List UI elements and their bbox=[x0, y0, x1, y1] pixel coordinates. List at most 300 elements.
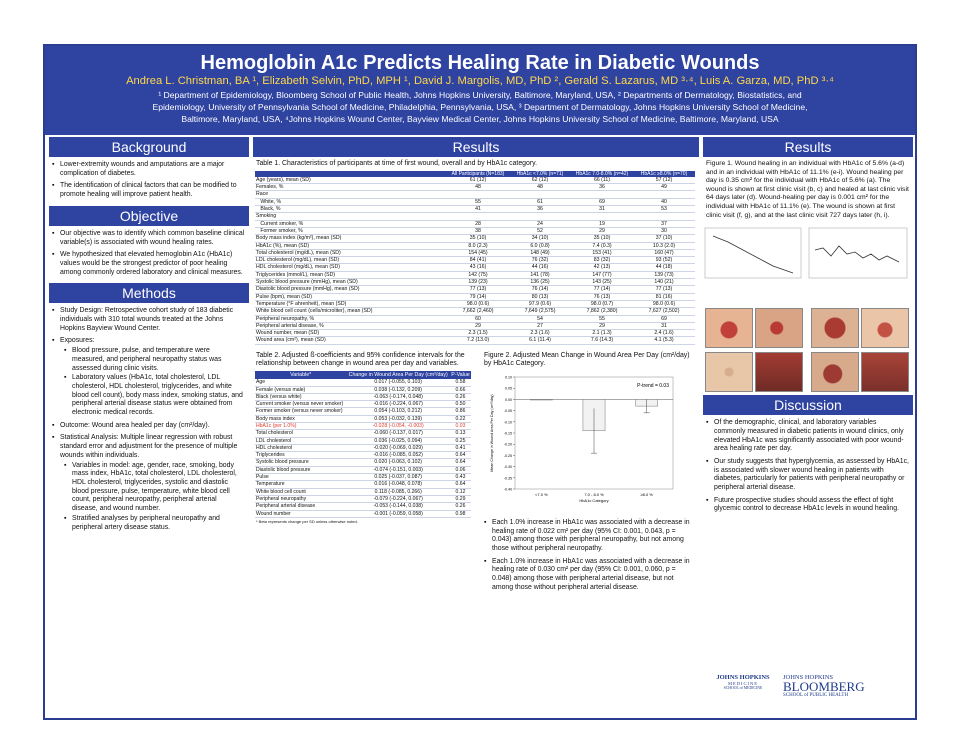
results-heading-right: Results bbox=[703, 137, 913, 157]
table-row bbox=[255, 198, 695, 205]
figure1-graphs bbox=[703, 226, 909, 296]
table-cell: 0.26 bbox=[450, 393, 471, 400]
list-item: ▪ We hypothesized that elevated hemoglobin A1c (HbA1c) values would be the strongest predictor of poor healing among commonly ordered laboratory and clinical measures. bbox=[52, 251, 245, 277]
table-cell: 6.1 (11.4) bbox=[509, 337, 571, 344]
affiliation-line: ¹ Department of Epidemiology, Bloomberg School of Public Health, Johns Hopkins University, Baltimore, Maryland, USA, ² Departments of Dermatology, Biostatistics, and bbox=[158, 90, 802, 100]
wound-photo bbox=[811, 352, 859, 392]
table-cell: Peripheral arterial disease, % bbox=[255, 322, 447, 329]
table-cell: 34 (10) bbox=[509, 235, 571, 242]
table-cell: 69 bbox=[633, 315, 695, 322]
table-cell: Wound number bbox=[255, 510, 346, 517]
table-cell: 147 (77) bbox=[571, 271, 633, 278]
table-cell: Systolic blood pressure (mmHg), mean (SD) bbox=[255, 279, 447, 286]
table-cell: 77 (13) bbox=[447, 286, 509, 293]
table-row bbox=[255, 510, 471, 517]
figure2-caption: Figure 2. Adjusted Mean Change in Wound Area Per Day (cm²/day) by HbA1c Category. bbox=[484, 351, 690, 368]
table-cell: 0.017 (-0.055, 0.103) bbox=[346, 379, 450, 386]
table-cell: 53 bbox=[633, 206, 695, 213]
table-cell: Peripheral neuropathy bbox=[255, 495, 346, 502]
table-cell: 43 (16) bbox=[447, 264, 509, 271]
y-tick-label: -0.25 bbox=[503, 453, 512, 458]
wound-photo bbox=[755, 352, 803, 392]
table-row bbox=[255, 227, 695, 234]
table-cell: 55 bbox=[571, 315, 633, 322]
table-cell: 29 bbox=[571, 227, 633, 234]
table2-footnote: * Beta represents change per SD unless otherwise noted. bbox=[256, 518, 358, 524]
table-cell: Former smoker (versus never smoker) bbox=[255, 408, 346, 415]
table-cell: White, % bbox=[255, 198, 447, 205]
table-cell: Current smoker (versus never smoker) bbox=[255, 401, 346, 408]
table-cell: White blood cell count (cells/microliter), mean (SD) bbox=[255, 308, 447, 315]
list-item: ▪ Each 1.0% increase in HbA1c was associated with a decrease in healing rate of 0.022 cm² per day (95% CI: 0.001, 0.043, p = 0.043) among those with peripheral neuropathy, but not among those without peripheral neuropathy. bbox=[484, 519, 693, 554]
table-cell: 148 (49) bbox=[509, 249, 571, 256]
table-cell: 0.98 bbox=[450, 510, 471, 517]
table-cell: 19 bbox=[571, 220, 633, 227]
table-cell: 7,662 (2,460) bbox=[447, 308, 509, 315]
table-row bbox=[255, 459, 471, 466]
table-row bbox=[255, 379, 471, 386]
table-cell: -0.074 (-0.151, 0.003) bbox=[346, 466, 450, 473]
table-row bbox=[255, 235, 695, 242]
wound-photo bbox=[811, 308, 859, 348]
table-row bbox=[255, 386, 471, 393]
objective-heading: Objective bbox=[49, 206, 249, 226]
table-cell: 0.12 bbox=[450, 488, 471, 495]
table-cell: 38 bbox=[447, 227, 509, 234]
y-tick-label: -0.40 bbox=[503, 487, 512, 492]
table-row bbox=[255, 503, 471, 510]
results-bullets bbox=[481, 519, 697, 593]
table-cell bbox=[509, 213, 571, 220]
poster-title: Hemoglobin A1c Predicts Healing Rate in Diabetic Wounds bbox=[200, 52, 760, 74]
exposures-label: Exposures: bbox=[60, 337, 95, 345]
table-cell: Diastolic blood pressure (mmHg), mean (SD) bbox=[255, 286, 447, 293]
table-cell: 2.3 (1.6) bbox=[509, 330, 571, 337]
list-item: ▪ Study Design: Retrospective cohort study of 183 diabetic individuals with 310 total wounds treated at the Johns Hopkins Bayview Wound Center. bbox=[52, 307, 245, 333]
table-cell: 37 (10) bbox=[633, 235, 695, 242]
table-cell: 0.016 (-0.048, 0.078) bbox=[346, 481, 450, 488]
left-column bbox=[49, 137, 249, 716]
table-cell: -0.001 (-0.059, 0.058) bbox=[346, 510, 450, 517]
table-cell: HDL cholesterol (mg/dL), mean (SD) bbox=[255, 264, 447, 271]
table-cell: 30 bbox=[633, 227, 695, 234]
y-tick-label: -0.20 bbox=[503, 442, 512, 447]
table-cell: 57 (12) bbox=[633, 177, 695, 184]
table-row bbox=[255, 481, 471, 488]
table-row bbox=[255, 286, 695, 293]
table-cell: Females, % bbox=[255, 184, 447, 191]
table-cell: 0.29 bbox=[450, 495, 471, 502]
table-cell: 0.66 bbox=[450, 386, 471, 393]
jhm-logo-line: JOHNS HOPKINS bbox=[716, 674, 770, 681]
table-cell: Peripheral arterial disease bbox=[255, 503, 346, 510]
table-cell: 10.3 (2.0) bbox=[633, 242, 695, 249]
list-item: ▪ Future prospective studies should assess the effect of tight glycemic control to decrease HbA1c levels in wound healing. bbox=[706, 497, 909, 514]
table-cell: -0.053 (-0.144, 0.038) bbox=[346, 503, 450, 510]
affiliation-line: Baltimore, Maryland, USA, ⁴Johns Hopkins Wound Center, Bayview Medical Center, Johns Hopkins University School of Medicine, Baltimore, Maryland, USA bbox=[181, 114, 779, 124]
table-cell: 0.020 (-0.063, 0.102) bbox=[346, 459, 450, 466]
table-row bbox=[255, 474, 471, 481]
bar bbox=[530, 399, 552, 400]
table-cell: 55 bbox=[447, 198, 509, 205]
analysis-text: Statistical Analysis: Multiple linear regression with robust standard error and adjustment for the presence of multiple wounds within individuals. bbox=[60, 434, 238, 459]
objective-list bbox=[49, 230, 249, 278]
table-header-cell: HbA1c <7.0% (n=71) bbox=[509, 171, 571, 177]
table2-caption: Table 2. Adjusted ß-coefficients and 95% confidence intervals for the relationship between change in wound area per day and variables. bbox=[256, 351, 465, 368]
table-cell: HDL cholesterol bbox=[255, 444, 346, 451]
table-cell: Black (versus white) bbox=[255, 393, 346, 400]
table-row bbox=[255, 322, 695, 329]
background-heading: Background bbox=[49, 137, 249, 157]
table-cell: 0.118 (-0.085, 0.266) bbox=[346, 488, 450, 495]
list-item: ▪ Blood pressure, pulse, and temperature were measured, and peripheral neuropathy status was assessed during clinic visits. bbox=[64, 347, 243, 373]
table-cell: 7.4 (0.3) bbox=[571, 242, 633, 249]
list-item bbox=[52, 434, 245, 532]
table-cell: 54 bbox=[509, 315, 571, 322]
table-cell: 48 bbox=[447, 184, 509, 191]
right-column bbox=[703, 137, 913, 716]
table-cell bbox=[633, 191, 695, 198]
wound-photo bbox=[861, 352, 909, 392]
table1 bbox=[255, 171, 695, 345]
list-item: ▪ Of the demographic, clinical, and laboratory variables commonly measured in diabetic patients in wound clinics, only elevated HbA1c was significantly associated with poor wound-area healing rate per day. bbox=[706, 419, 909, 454]
table-cell: 7,627 (2,502) bbox=[633, 308, 695, 315]
table-cell: 0.036 (-0.025, 0.094) bbox=[346, 437, 450, 444]
table-row bbox=[255, 444, 471, 451]
table-cell: Wound area (cm²), mean (SD) bbox=[255, 337, 447, 344]
table-row bbox=[255, 220, 695, 227]
jhsph-logo-line: BLOOMBERG bbox=[783, 679, 865, 694]
table-row bbox=[255, 415, 471, 422]
table-cell: 0.06 bbox=[450, 466, 471, 473]
table-row bbox=[255, 257, 695, 264]
table-cell: 0.053 (-0.032, 0.139) bbox=[346, 415, 450, 422]
table-cell: LDL cholesterol bbox=[255, 437, 346, 444]
table-cell: Race bbox=[255, 191, 447, 198]
table-row bbox=[255, 242, 695, 249]
table2 bbox=[255, 371, 471, 518]
y-axis-label: Mean Change in Wound Area Per Day (cm²/day) bbox=[490, 394, 494, 472]
table-header-cell: Variable* bbox=[255, 371, 346, 379]
y-tick-label: 0.10 bbox=[505, 375, 512, 380]
table-cell bbox=[509, 191, 571, 198]
table-cell: 61 (12) bbox=[447, 177, 509, 184]
y-tick-label: -0.05 bbox=[503, 409, 512, 414]
table-cell: 83 (32) bbox=[571, 257, 633, 264]
jhsph-logo-line: JOHNS HOPKINS bbox=[783, 674, 834, 681]
table-cell bbox=[447, 191, 509, 198]
table-row bbox=[255, 264, 695, 271]
y-tick-label: 0.00 bbox=[505, 397, 512, 402]
table-cell: 160 (47) bbox=[633, 249, 695, 256]
table-row bbox=[255, 452, 471, 459]
table-cell: HbA1c (%), mean (SD) bbox=[255, 242, 447, 249]
list-item: ▪ Each 1.0% increase in HbA1c was associated with a decrease in healing rate of 0.030 cm² per day (95% CI: 0.001, 0.060, p = 0.048) among those with peripheral arterial disease, but not among those without peripheral arterial disease. bbox=[484, 558, 693, 593]
table-cell: 35 (10) bbox=[447, 235, 509, 242]
list-item: ▪ Outcome: Wound area healed per day (cm²/day). bbox=[52, 422, 245, 431]
table-cell: 2.4 (1.6) bbox=[633, 330, 695, 337]
table-cell: Former smoker, % bbox=[255, 227, 447, 234]
table-cell: -0.079 (-0.224, 0.067) bbox=[346, 495, 450, 502]
table-row bbox=[255, 293, 695, 300]
table-cell: 0.025 (-0.037, 0.087) bbox=[346, 474, 450, 481]
table-cell: Female (versus male) bbox=[255, 386, 346, 393]
table-cell bbox=[571, 213, 633, 220]
figure2-chart bbox=[485, 371, 699, 521]
table-row bbox=[255, 300, 695, 307]
table-cell: Pulse (bpm), mean (SD) bbox=[255, 293, 447, 300]
table-cell bbox=[633, 213, 695, 220]
table-cell: 142 (75) bbox=[447, 271, 509, 278]
table-cell: 76 (32) bbox=[509, 257, 571, 264]
table-cell: -0.060 (-0.137, 0.017) bbox=[346, 430, 450, 437]
table-row bbox=[255, 437, 471, 444]
table-cell: 0.43 bbox=[450, 474, 471, 481]
table-header-cell: Change in Wound Area Per Day (cm²/day) bbox=[346, 371, 450, 379]
list-item: ▪ Our objective was to identify which common baseline clinical variable(s) is associated with wound healing rates. bbox=[52, 230, 245, 247]
table-row bbox=[255, 308, 695, 315]
table-cell: 7,649 (2,575) bbox=[509, 308, 571, 315]
jhm-logo-line: MEDICINE bbox=[728, 681, 758, 686]
table-cell bbox=[447, 213, 509, 220]
table-cell: 29 bbox=[447, 322, 509, 329]
table-cell: Temperature (°F ahrenheit), mean (SD) bbox=[255, 300, 447, 307]
table-cell: 60 bbox=[447, 315, 509, 322]
table-row bbox=[255, 422, 471, 429]
table-cell: Body mass index (kg/m²), mean (SD) bbox=[255, 235, 447, 242]
table-row bbox=[255, 430, 471, 437]
table-cell: 41 bbox=[447, 206, 509, 213]
table-cell: 79 (14) bbox=[447, 293, 509, 300]
methods-heading: Methods bbox=[49, 283, 249, 303]
table-cell: 8.0 (2.3) bbox=[447, 242, 509, 249]
table-cell: 36 bbox=[509, 206, 571, 213]
table-cell: 36 bbox=[571, 184, 633, 191]
table-header-cell: All Participants (N=183) bbox=[447, 171, 509, 177]
wound-photo bbox=[755, 308, 803, 348]
table-cell: 143 (25) bbox=[571, 279, 633, 286]
list-item: ▪ Stratified analyses by peripheral neuropathy and peripheral artery disease status. bbox=[64, 515, 243, 532]
list-item: ▪ Our study suggests that hyperglycemia, as assessed by HbA1c, is associated with slower wound healing in patients with diabetes, particularly for patients with peripheral neuropathy or peripheral arterial disease. bbox=[706, 458, 909, 493]
table-cell: 28 bbox=[447, 220, 509, 227]
table-row bbox=[255, 213, 695, 220]
table-cell: 37 bbox=[633, 220, 695, 227]
table-row bbox=[255, 249, 695, 256]
table-cell: 81 (16) bbox=[633, 293, 695, 300]
table-row bbox=[255, 271, 695, 278]
table-cell: 62 (12) bbox=[509, 177, 571, 184]
table-row bbox=[255, 191, 695, 198]
list-item bbox=[52, 337, 245, 417]
table-cell: 76 (14) bbox=[509, 286, 571, 293]
results-heading: Results bbox=[253, 137, 699, 157]
poster-header bbox=[45, 46, 915, 135]
y-tick-label: -0.35 bbox=[503, 476, 512, 481]
affiliation-line: Epidemiology, University of Pennsylvania School of Medicine, Philadelphia, Pennsylvania, USA, ³ Department of Dermatology, Johns Hopkins University School of Medicine, bbox=[152, 102, 808, 112]
table-header-cell: HbA1c ≥8.0% (n=70) bbox=[633, 171, 695, 177]
table-cell: 98.0 (0.6) bbox=[447, 300, 509, 307]
table-cell: 42 (13) bbox=[571, 264, 633, 271]
table-cell: Total cholesterol (mg/dL), mean (SD) bbox=[255, 249, 447, 256]
table-cell: 0.25 bbox=[450, 437, 471, 444]
table-cell: 140 (21) bbox=[633, 279, 695, 286]
table-cell: 29 bbox=[571, 322, 633, 329]
table-row bbox=[255, 408, 471, 415]
x-tick-label: ≥8.0 % bbox=[640, 491, 653, 497]
y-tick-label: -0.15 bbox=[503, 431, 512, 436]
table-cell: 0.64 bbox=[450, 459, 471, 466]
table-cell: White blood cell count bbox=[255, 488, 346, 495]
table-cell: 77 (13) bbox=[633, 286, 695, 293]
table-cell: -0.016 (-0.085, 0.052) bbox=[346, 452, 450, 459]
table-cell: Temperature bbox=[255, 481, 346, 488]
table-row bbox=[255, 466, 471, 473]
logos bbox=[713, 674, 903, 710]
table-cell: 154 (45) bbox=[447, 249, 509, 256]
jhsph-logo bbox=[783, 674, 903, 698]
table-cell: 4.1 (5.3) bbox=[633, 337, 695, 344]
table-cell: 0.22 bbox=[450, 415, 471, 422]
table-cell: 139 (23) bbox=[447, 279, 509, 286]
table-cell: -0.016 (-0.224, 0.067) bbox=[346, 401, 450, 408]
table-cell: 0.038 (-0.132, 0.209) bbox=[346, 386, 450, 393]
table-cell: 69 bbox=[571, 198, 633, 205]
table-cell: 0.03 bbox=[450, 422, 471, 429]
table-header-cell: P-Value bbox=[451, 371, 470, 378]
table-cell: 7,862 (2,380) bbox=[571, 308, 633, 315]
table-cell: 0.054 (-0.103, 0.212) bbox=[346, 408, 450, 415]
table-cell: 0.26 bbox=[450, 503, 471, 510]
table-cell: 24 bbox=[509, 220, 571, 227]
table-cell: Age bbox=[255, 379, 346, 386]
discussion-heading: Discussion bbox=[703, 395, 913, 415]
table-cell: Diastolic blood pressure bbox=[255, 466, 346, 473]
x-tick-label: <7.0 % bbox=[535, 491, 548, 497]
table-cell: Systolic blood pressure bbox=[255, 459, 346, 466]
table-row bbox=[255, 177, 695, 184]
table-row bbox=[255, 495, 471, 502]
table-cell: Wound number, mean (SD) bbox=[255, 330, 447, 337]
table-cell: 44 (16) bbox=[509, 264, 571, 271]
list-item: ▪ Variables in model: age, gender, race, smoking, body mass index, HbA1c, total cholesterol, LDL cholesterol, HDL cholesterol, triglycerides, systolic and diastolic blood pressure, pulse, temperature, white blood cell count, peripheral neuropathy, peripheral arterial disease, and wound number. bbox=[64, 462, 243, 514]
table-row bbox=[255, 393, 471, 400]
jhm-logo bbox=[713, 674, 773, 690]
table-row bbox=[255, 279, 695, 286]
table-cell: 7.6 (14.3) bbox=[571, 337, 633, 344]
table-cell: 136 (25) bbox=[509, 279, 571, 286]
list-item: ▪ The identification of clinical factors that can be modified to promote healing will improve patient health. bbox=[52, 182, 245, 199]
table-cell: 97.9 (0.6) bbox=[509, 300, 571, 307]
table-cell: 66 (11) bbox=[571, 177, 633, 184]
table-row bbox=[255, 206, 695, 213]
table-cell: 153 (41) bbox=[571, 249, 633, 256]
author-list: Andrea L. Christman, BA ¹, Elizabeth Selvin, PhD, MPH ¹, David J. Margolis, MD, PhD ², Gerald S. Lazarus, MD ³·⁴, Luis A. Garza, MD, PhD ³·⁴ bbox=[126, 75, 834, 87]
table-cell: 31 bbox=[571, 206, 633, 213]
x-axis-label: HbA1c Category bbox=[579, 497, 609, 503]
list-item: ▪ Laboratory values (HbA1c, total cholesterol, LDL cholesterol, HDL cholesterol, triglycerides, and white blood cell count), body mass index, smoking status, and peripheral arterial disease status were obtained from electronic medical records. bbox=[64, 374, 243, 418]
table1-caption: Table 1. Characteristics of participants at time of first wound, overall and by HbA1c category. bbox=[256, 160, 537, 167]
table-cell: 0.13 bbox=[450, 430, 471, 437]
table-cell: 44 (18) bbox=[633, 264, 695, 271]
table-cell: 27 bbox=[509, 322, 571, 329]
table-cell: 141 (78) bbox=[509, 271, 571, 278]
y-tick-label: -0.10 bbox=[503, 420, 512, 425]
table-cell: 98.0 (0.7) bbox=[571, 300, 633, 307]
table-cell: LDL cholesterol (mg/dL), mean (SD) bbox=[255, 257, 447, 264]
table-cell: Body mass index bbox=[255, 415, 346, 422]
table-cell: 93 (52) bbox=[633, 257, 695, 264]
table-cell: 77 (14) bbox=[571, 286, 633, 293]
table-cell bbox=[571, 191, 633, 198]
table-cell: Triglycerides bbox=[255, 452, 346, 459]
table-cell: Black, % bbox=[255, 206, 447, 213]
table-header-cell: HbA1c 7.0-8.0% (n=42) bbox=[571, 171, 633, 177]
table-cell: 0.41 bbox=[450, 444, 471, 451]
analysis-sublist bbox=[60, 462, 245, 533]
table-cell: 49 bbox=[633, 184, 695, 191]
list-item: ▪ Lower-extremity wounds and amputations are a major complication of diabetes. bbox=[52, 161, 245, 178]
table-cell: 52 bbox=[509, 227, 571, 234]
x-tick-label: 7.0 - 8.0 % bbox=[584, 491, 604, 497]
wound-photo bbox=[705, 308, 753, 348]
table-cell: 35 (10) bbox=[571, 235, 633, 242]
background-list bbox=[49, 161, 249, 200]
middle-column bbox=[253, 137, 699, 716]
table-cell: 0.86 bbox=[450, 408, 471, 415]
table-cell: 61 bbox=[509, 198, 571, 205]
table-row bbox=[255, 330, 695, 337]
figure1-caption: Figure 1. Wound healing in an individual with HbA1c of 5.6% (a-d) and in an individual with HbA1c of 11.1% (e-i). Wound healing per day is 0.35 cm² for the individual with HbA1c of 5.6% (a). The wound is shown at first clinic visit (b, c) and healed at last clinic visit 64 days later (d). Wound-healing per day is 0.001 cm² for the individual with HbA1c of 11.1% (e). The wound is shown at first clinic visit (f, g), and at the last clinic visit 727 days later (h, i). bbox=[706, 160, 909, 219]
table-cell: 0.50 bbox=[450, 401, 471, 408]
table-cell: 0.64 bbox=[450, 481, 471, 488]
table-cell: 0.64 bbox=[450, 452, 471, 459]
table-cell: 2.1 (1.3) bbox=[571, 330, 633, 337]
table-cell: Age (years), mean (SD) bbox=[255, 177, 447, 184]
jhm-logo-line: SCHOOL of MEDICINE bbox=[723, 686, 763, 690]
table-row bbox=[255, 315, 695, 322]
table-row bbox=[255, 401, 471, 408]
table-cell: 31 bbox=[633, 322, 695, 329]
table-cell: Smoking bbox=[255, 213, 447, 220]
y-tick-label: -0.30 bbox=[503, 465, 512, 470]
exposures-sublist bbox=[60, 347, 245, 418]
table-cell: Peripheral neuropathy, % bbox=[255, 315, 447, 322]
table-cell: Pulse bbox=[255, 474, 346, 481]
table-cell: 6.0 (0.8) bbox=[509, 242, 571, 249]
ptrend-label: P-trend = 0.03 bbox=[637, 382, 669, 389]
wound-photo bbox=[861, 308, 909, 348]
table-cell: -0.020 (-0.069, 0.029) bbox=[346, 444, 450, 451]
table-row bbox=[255, 184, 695, 191]
figure1-panels bbox=[703, 222, 913, 392]
table-cell: 80 (13) bbox=[509, 293, 571, 300]
table-cell: -0.063 (-0.174, 0.048) bbox=[346, 393, 450, 400]
table-cell: 76 (13) bbox=[571, 293, 633, 300]
table-cell: 98.0 (0.6) bbox=[633, 300, 695, 307]
methods-list bbox=[49, 307, 249, 532]
affiliations bbox=[45, 88, 915, 125]
table-cell: 7.2 (13.0) bbox=[447, 337, 509, 344]
table-cell: 2.3 (1.5) bbox=[447, 330, 509, 337]
table-cell: 48 bbox=[509, 184, 571, 191]
table-cell: Triglycerides (mmol/L), mean (SD) bbox=[255, 271, 447, 278]
table-row bbox=[255, 337, 695, 344]
table-cell: 40 bbox=[633, 198, 695, 205]
table-cell: Current smoker, % bbox=[255, 220, 447, 227]
wound-photo bbox=[705, 352, 753, 392]
jhsph-logo-line: SCHOOL of PUBLIC HEALTH bbox=[783, 693, 849, 698]
poster bbox=[43, 44, 917, 720]
